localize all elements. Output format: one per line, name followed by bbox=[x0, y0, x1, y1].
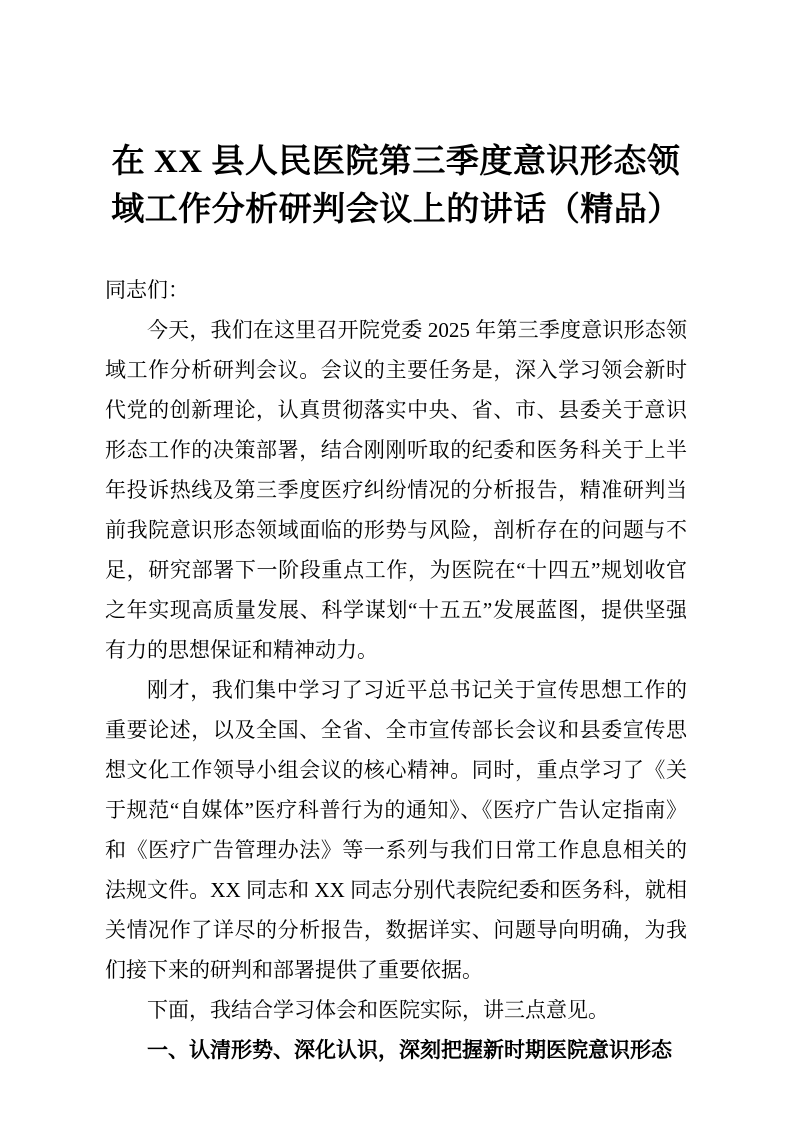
paragraph-2: 刚才，我们集中学习了习近平总书记关于宣传思想工作的重要论述，以及全国、全省、全市宣传部长会议和县委宣传思想文化工作领导小组会议的核心精神。同时，重点学习了《关于规范“自媒体”医疗科普行为的通知》、《医疗广告认定指南》和《医疗广告管理办法》等一系列与我们日常工作息息相关的法规文件。XX 同志和 XX 同志分别代表院纪委和医务科，就相关情况作了详尽的分析报告，数据详实、问题导向明确，为我们接下来的研判和部署提供了重要依据。 bbox=[105, 678, 687, 982]
document-body bbox=[105, 270, 687, 1070]
document-title: 在 XX 县人民医院第三季度意识形态领域工作分析研判会议上的讲话（精品） bbox=[111, 144, 681, 228]
paragraph-3: 下面，我结合学习体会和医院实际，讲三点意见。 bbox=[147, 998, 609, 1022]
section-heading-1: 一、认清形势、深化认识，深刻把握新时期医院意识形态 bbox=[147, 1038, 672, 1062]
salutation: 同志们： bbox=[105, 278, 189, 302]
paragraph-1: 今天，我们在这里召开院党委 2025 年第三季度意识形态领域工作分析研判会议。会议的主要任务是，深入学习领会新时代党的创新理论，认真贯彻落实中央、省、市、县委关于意识形态工作的决策部署，结合刚刚听取的纪委和医务科关于上半年投诉热线及第三季度医疗纠纷情况的分析报告，精准研判当前我院意识形态领域面临的形势与风险，剖析存在的问题与不足，研究部署下一阶段重点工作，为医院在“十四五”规划收官之年实现高质量发展、科学谋划“十五五”发展蓝图，提供坚强有力的思想保证和精神动力。 bbox=[105, 318, 687, 662]
